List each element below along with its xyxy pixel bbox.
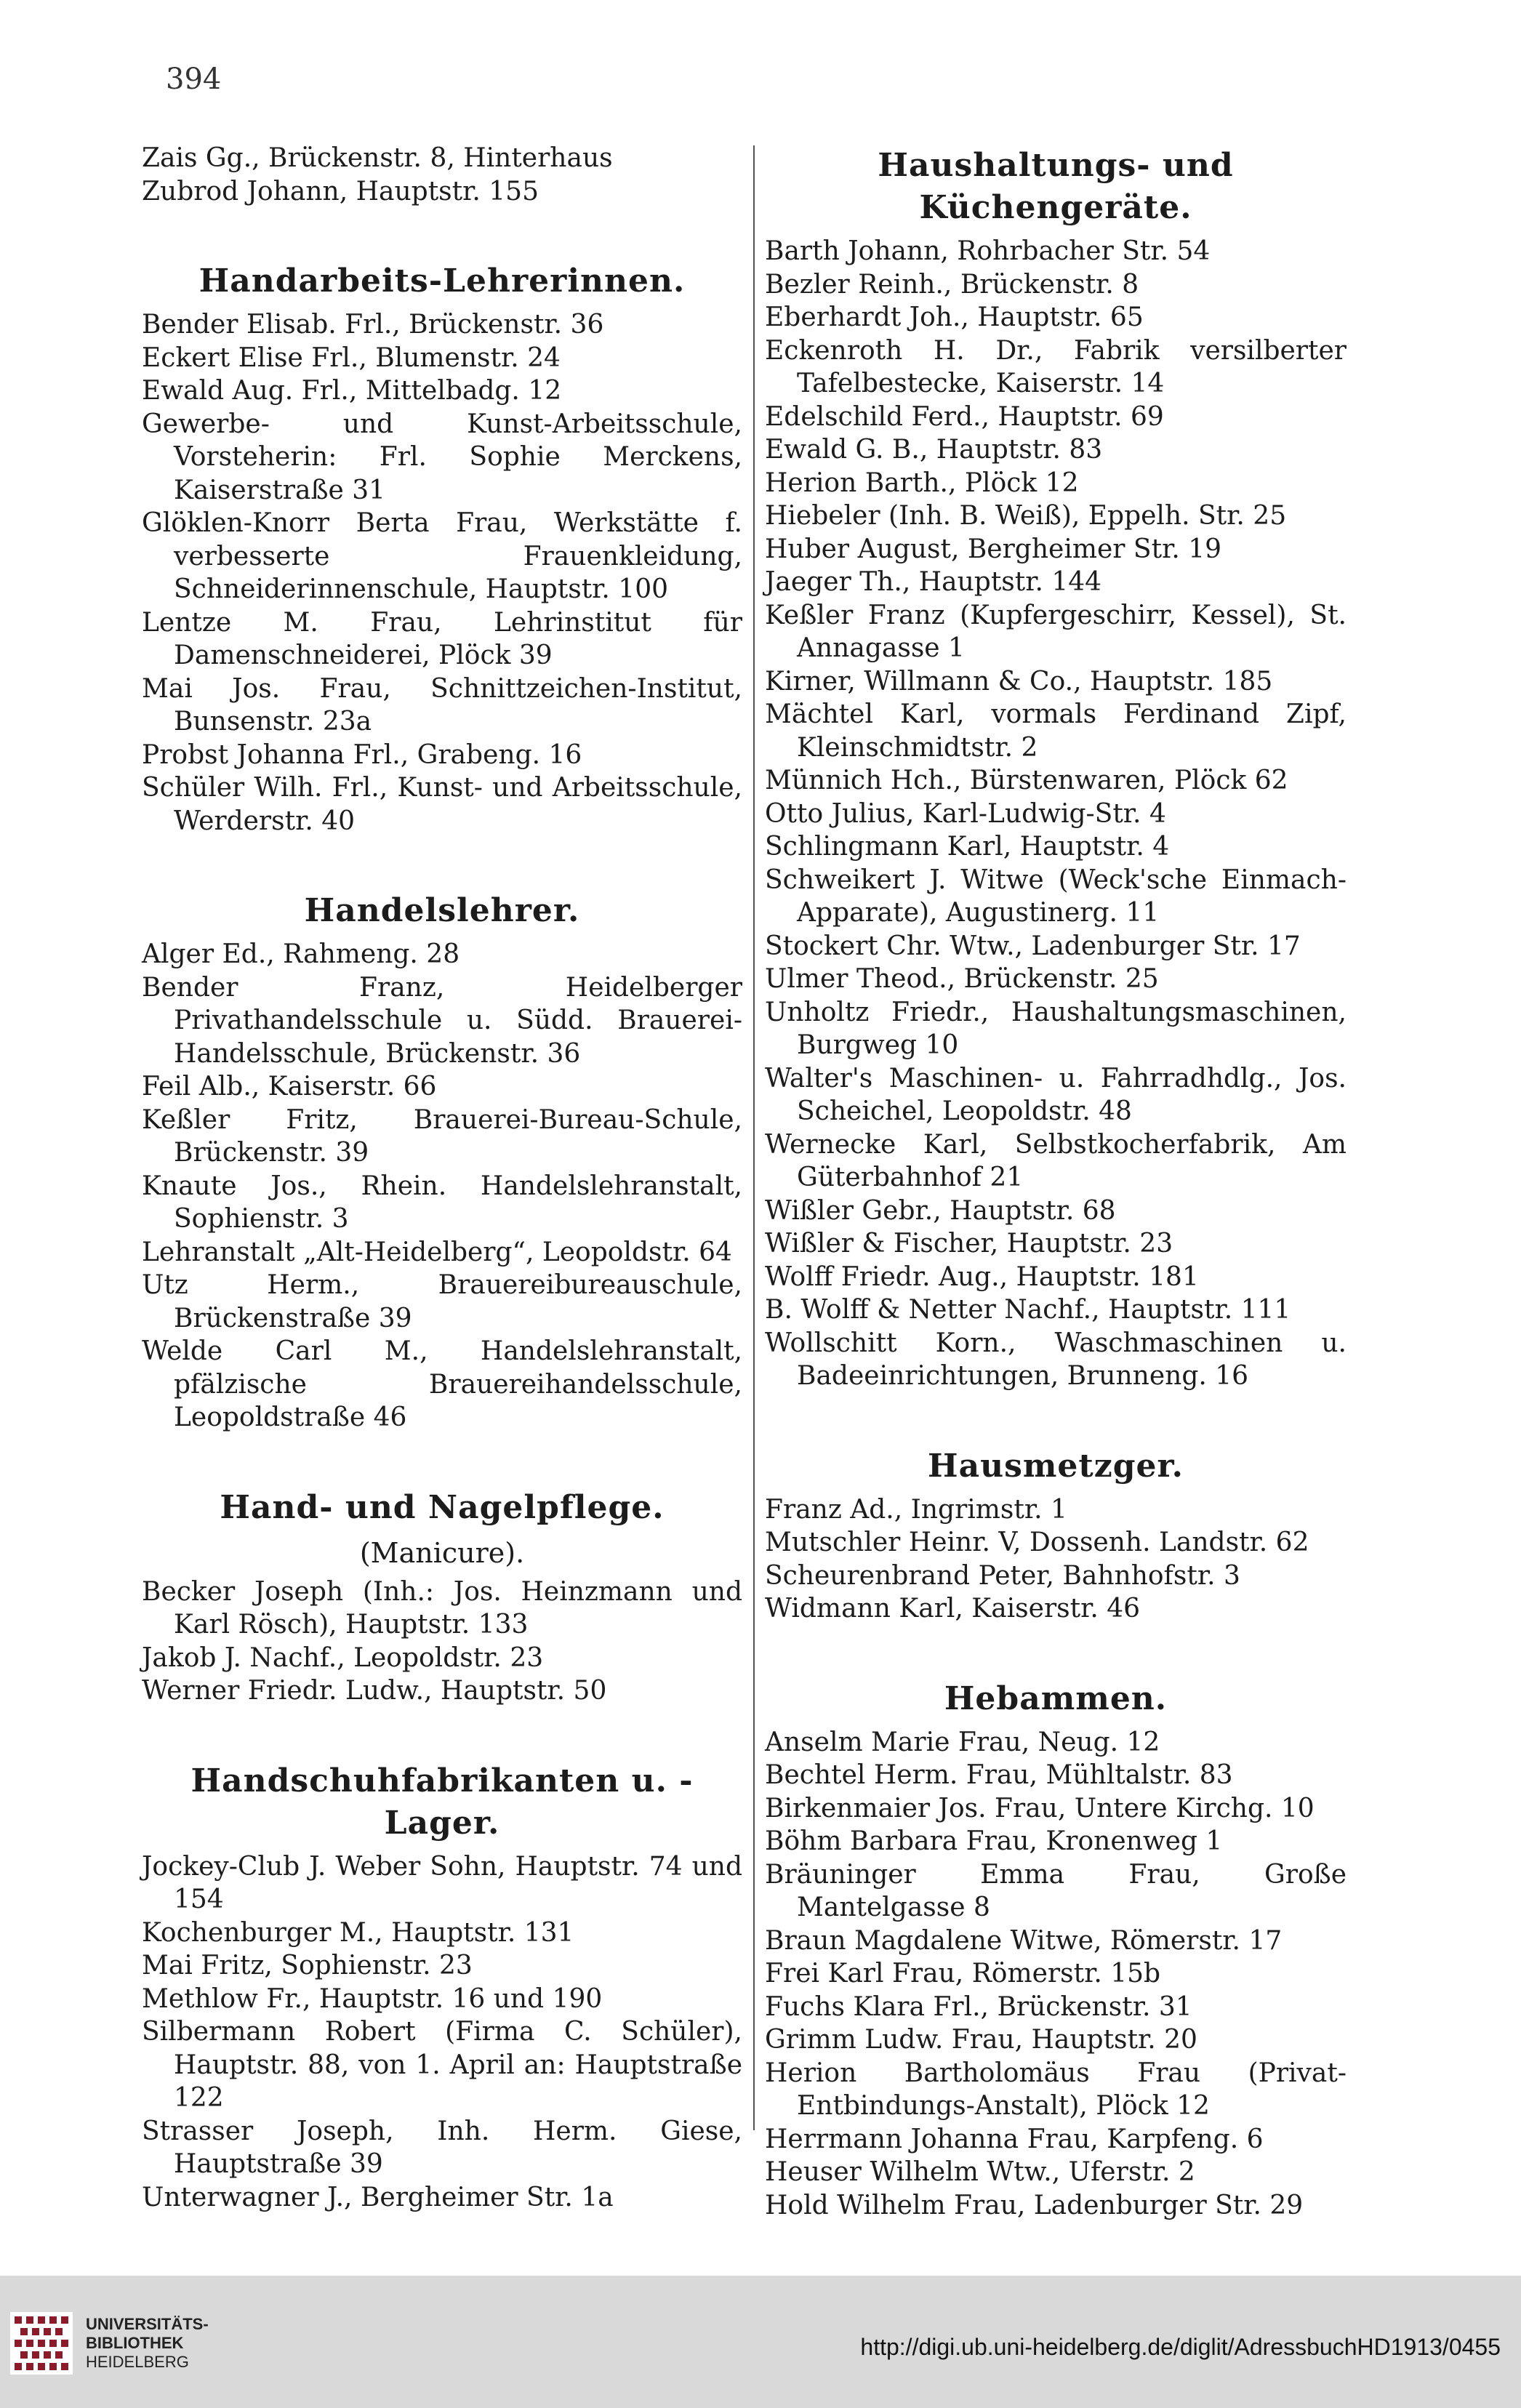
directory-entry: B. Wolff & Netter Nachf., Hauptstr. 111 [765,1295,1291,1325]
directory-entry: Braun Magdalene Witwe, Römerstr. 17 [765,1925,1283,1956]
directory-entry: Wißler Gebr., Hauptstr. 68 [765,1195,1116,1226]
directory-entry: Werner Friedr. Ludw., Hauptstr. 50 [142,1676,607,1706]
directory-entry: Ewald G. B., Hauptstr. 83 [765,435,1103,465]
directory-entry: Alger Ed., Rahmeng. 28 [142,939,460,969]
directory-entry: Scheurenbrand Peter, Bahnhofstr. 3 [765,1560,1240,1591]
left-top-entries [142,142,742,208]
directory-entry: Birkenmaier Jos. Frau, Untere Kirchg. 10 [765,1793,1315,1823]
directory-entry: Eberhardt Joh., Hauptstr. 65 [765,302,1144,332]
directory-entry: Zubrod Johann, Hauptstr. 155 [142,176,539,206]
directory-entry: Grimm Ludw. Frau, Hauptstr. 20 [765,2025,1197,2055]
directory-entry: Utz Herm., Brauereibureauschule, Brückenstraße 39 [142,1270,742,1333]
directory-entry: Keßler Franz (Kupfergeschirr, Kessel), St. Annagasse 1 [765,600,1347,663]
directory-entry: Jakob J. Nachf., Leopoldstr. 23 [142,1642,544,1673]
directory-entry: Mai Fritz, Sophienstr. 23 [142,1951,473,1980]
directory-entry: Heuser Wilhelm Wtw., Uferstr. 2 [765,2157,1195,2187]
logo-line: UNIVERSITÄTS- [86,2315,209,2333]
directory-entry: Methlow Fr., Hauptstr. 16 und 190 [142,1983,603,2014]
directory-entry: Hiebeler (Inh. B. Weiß), Eppelh. Str. 25 [765,501,1287,531]
section-heading: Hausmetzger. [928,1447,1184,1485]
directory-entry: Feil Alb., Kaiserstr. 66 [142,1072,437,1101]
directory-entry: Franz Ad., Ingrimstr. 1 [765,1494,1067,1525]
section-subheading: (Manicure). [359,1536,525,1569]
directory-entry: Frei Karl Frau, Römerstr. 15b [765,1959,1161,1988]
directory-entry: Schlingmann Karl, Hauptstr. 4 [765,832,1170,862]
directory-entry: Wollschitt Korn., Waschmaschinen u. Badeeinrichtungen, Brunneng. 16 [765,1328,1347,1391]
directory-entry: Bezler Reinh., Brückenstr. 8 [765,269,1139,300]
directory-entry: Walter's Maschinen- u. Fahrradhdlg., Jos. Scheichel, Leopoldstr. 48 [765,1063,1347,1126]
directory-entry: Schweikert J. Witwe (Weck'sche Einmach-Apparate), Augustinerg. 11 [765,864,1347,928]
directory-entry: Bräuninger Emma Frau, Große Mantelgasse 8 [765,1859,1347,1922]
directory-entry: Lentze M. Frau, Lehrinstitut für Damenschneiderei, Plöck 39 [142,607,742,670]
directory-entry: Hold Wilhelm Frau, Ladenburger Str. 29 [765,2190,1304,2220]
directory-entry: Probst Johanna Frl., Grabeng. 16 [142,739,582,770]
directory-entry: Welde Carl M., Handelslehranstalt, pfälzische Brauereihandelsschule, Leopoldstraße 46 [142,1336,742,1432]
directory-entry: Strasser Joseph, Inh. Herm. Giese, Hauptstraße 39 [142,2116,742,2179]
right-sections [765,145,1347,2222]
directory-entry: Wernecke Karl, Selbstkocherfabrik, Am Güterbahnhof 21 [765,1129,1347,1192]
logo-line: HEIDELBERG [86,2353,189,2371]
logo-line: BIBLIOTHEK [86,2334,184,2352]
left-column [142,142,742,2214]
directory-entry: Gewerbe- und Kunst-Arbeitsschule, Vorsteherin: Frl. Sophie Merckens, Kaiserstraße 31 [142,409,742,505]
section-heading: Hebammen. [944,1679,1168,1717]
directory-entry: Jaeger Th., Hauptstr. 144 [765,567,1102,597]
directory-entry: Unholtz Friedr., Haushaltungsmaschinen, Burgweg 10 [765,997,1347,1060]
left-sections [142,260,742,2214]
directory-entry: Mai Jos. Frau, Schnittzeichen-Institut, Bunsenstr. 23a [142,673,742,737]
directory-entry: Huber August, Bergheimer Str. 19 [765,534,1222,564]
directory-entry: Barth Johann, Rohrbacher Str. 54 [765,236,1211,266]
section-heading: Handarbeits-Lehrerinnen. [198,262,686,300]
directory-entry: Zais Gg., Brückenstr. 8, Hinterhaus [142,143,613,173]
section-heading: Handschuhfabrikanten u. -Lager. [190,1762,694,1842]
directory-entry: Lehranstalt „Alt-Heidelberg“, Leopoldstr. 64 [142,1237,732,1267]
directory-entry: Silbermann Robert (Firma C. Schüler), Hauptstr. 88, von 1. April an: Hauptstraße 122 [142,2017,742,2113]
directory-entry: Böhm Barbara Frau, Kronenweg 1 [765,1826,1223,1856]
source-url-link[interactable]: http://digi.ub.uni-heidelberg.de/diglit/AdressbuchHD1913/0455 [860,2334,1501,2360]
directory-entry: Kochenburger M., Hauptstr. 131 [142,1917,574,1948]
section-heading: Handelslehrer. [304,892,580,929]
directory-entry: Schüler Wilh. Frl., Kunst- und Arbeitsschule, Werderstr. 40 [142,773,742,836]
directory-entry: Eckert Elise Frl., Blumenstr. 24 [142,342,561,373]
directory-entry: Wolff Friedr. Aug., Hauptstr. 181 [765,1261,1199,1292]
directory-entry: Bender Elisab. Frl., Brückenstr. 36 [142,310,604,340]
directory-entry: Fuchs Klara Frl., Brückenstr. 31 [765,1991,1192,2022]
directory-entry: Knaute Jos., Rhein. Handelslehranstalt, Sophienstr. 3 [142,1171,742,1234]
footer-bar [0,2276,1521,2408]
directory-entry: Keßler Fritz, Brauerei-Bureau-Schule, Brückenstr. 39 [142,1104,742,1168]
directory-entry: Herrmann Johanna Frau, Karpfeng. 6 [765,2124,1264,2154]
right-column [765,142,1347,2222]
directory-entry: Becker Joseph (Inh.: Jos. Heinzmann und Karl Rösch), Hauptstr. 133 [142,1576,742,1640]
directory-entry: Bechtel Herm. Frau, Mühltalstr. 83 [765,1760,1233,1790]
directory-entry: Widmann Karl, Kaiserstr. 46 [765,1594,1141,1624]
directory-entry: Jockey-Club J. Weber Sohn, Hauptstr. 74 und 154 [142,1851,742,1914]
directory-entry: Eckenroth H. Dr., Fabrik versilberter Tafelbestecke, Kaiserstr. 14 [765,335,1347,398]
directory-entry: Mutschler Heinr. V, Dossenh. Landstr. 62 [765,1528,1309,1557]
directory-entry: Ewald Aug. Frl., Mittelbadg. 12 [142,376,562,406]
directory-entry: Bender Franz, Heidelberger Privathandelsschule u. Südd. Brauerei-Handelsschule, Brückenstr. 36 [142,972,742,1069]
directory-entry: Herion Bartholomäus Frau (Privat-Entbindungs-Anstalt), Plöck 12 [765,2058,1347,2121]
column-divider [753,145,755,2130]
directory-entry: Stockert Chr. Wtw., Ladenburger Str. 17 [765,931,1301,961]
directory-entry: Ulmer Theod., Brückenstr. 25 [765,964,1159,994]
directory-entry: Kirner, Willmann & Co., Hauptstr. 185 [765,666,1273,697]
section-heading: Hand- und Nagelpflege. [220,1488,665,1526]
directory-entry: Edelschild Ferd., Hauptstr. 69 [765,401,1164,432]
directory-entry: Unterwagner J., Bergheimer Str. 1a [142,2182,614,2212]
page-number: 394 [166,63,222,96]
directory-entry: Wißler & Fischer, Hauptstr. 23 [765,1229,1173,1259]
university-seal-icon [10,2312,73,2375]
directory-entry: Glöklen-Knorr Berta Frau, Werkstätte f. verbesserte Frauenkleidung, Schneiderinnenschule, Hauptstr. 100 [142,508,742,604]
directory-entry: Münnich Hch., Bürstenwaren, Plöck 62 [765,766,1288,795]
directory-entry: Herion Barth., Plöck 12 [765,467,1079,498]
library-logo-text [86,2315,209,2372]
section-heading: Haushaltungs- und Küchengeräte. [878,147,1234,226]
directory-entry: Anselm Marie Frau, Neug. 12 [765,1727,1160,1757]
directory-entry: Otto Julius, Karl-Ludwig-Str. 4 [765,798,1166,829]
directory-entry: Mächtel Karl, vormals Ferdinand Zipf, Kleinschmidtstr. 2 [765,699,1347,763]
